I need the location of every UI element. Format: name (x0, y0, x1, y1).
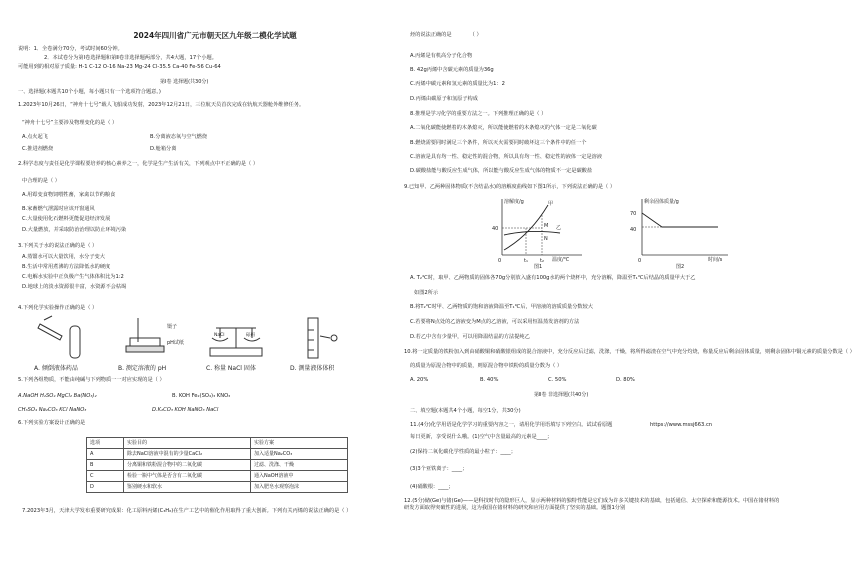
q9-opt-c: C.若要将N点处的乙溶液变为M点的乙溶液，可以采用恒温蒸发溶剂的方法 (410, 319, 580, 325)
balance-right-label: 砝码 (246, 333, 255, 338)
fig1-caption: 图1 (534, 264, 543, 270)
q8-text: 8.推理是学习化学的重要方法之一。下列推理正确的是（ ） (410, 111, 547, 117)
th-purpose: 实验目的 (124, 438, 251, 449)
fig2-xlabel: 时间/s (708, 257, 723, 263)
q1-opt-b: B.分离液态氧与空气燃烧 (150, 134, 208, 140)
q10-opt-a: A. 20% (410, 377, 429, 383)
q10-opt-d: D. 80% (616, 377, 635, 383)
q7-opt-b: B. 42g丙烯中含碳元素的质量为36g (410, 67, 494, 73)
fig-a-pouring (38, 316, 80, 358)
q7-opt-c: C.丙烯中碳元素和氢元素的质量比为1：2 (410, 81, 505, 87)
q3-opt-c: C.电解水实验中正负极产生气体体积比为1:2 (22, 274, 124, 280)
curve-yi (504, 231, 560, 235)
point-n-label: N (544, 236, 548, 242)
fig1-solubility-chart (490, 195, 590, 265)
q10-text: 10.将一定质量的铁粉加入到由硝酸铜和硝酸银组成的混合溶液中，充分反应后过滤，洗涤，干燥，将所得滤渣在空气中充分灼烧，称量反应后剩余固体质量，则剩余固体中铜元素的质量分数是（ ） (404, 349, 855, 355)
q8-opt-d: D.碳酸盐能与酸反应生成气体，所以能与酸反应生成气体的物质不一定是碳酸盐 (410, 168, 593, 174)
note-3: 可能用到的相对原子质量: H-1 C-12 O-16 Na-23 Mg-24 Cl-35.5 Ca-40 Fe-56 Cu-64 (18, 64, 221, 70)
q9-opt-a: A. T₂℃时，取甲、乙两物质的固体各70g分别放入盛有100g水的两个烧杯中，充分溶解，降温至T₁℃后结晶的质量甲大于乙 (410, 275, 696, 281)
fig2-ytick-70: 70 (630, 211, 637, 217)
q2-opt-b: B.家畜燃气泄露时应该开窗通风 (22, 206, 95, 212)
q10-opt-c: C. 50% (548, 377, 567, 383)
curve-label-yi: 乙 (556, 225, 562, 231)
table-row: A 除去NaCl溶液中混有的少量CaCl₂ 加入适量Na₂CO₃ (87, 449, 348, 460)
fig2-ytick-40: 40 (630, 227, 637, 233)
q1-text: 1.2023年10月26日，“神舟十七号”载人飞船成功发射，2023年12月21日，三位航天员首次完成在轨航天器舱外维修任务。 (18, 102, 305, 108)
q9-opt-d: D.若乙中含有少量甲，可以用降温结晶的方法提纯乙 (410, 334, 530, 340)
fig1-xtick-1: t₁ (524, 258, 528, 264)
fig2-line (642, 213, 718, 227)
balance-left-label: NaCl (214, 333, 225, 338)
q5-opt-c: CH₃SO₄ Na₂CO₃ KCl NaNO₃ (18, 407, 87, 413)
q9-opt-b: B.将T₂℃时甲、乙两物质的饱和溶液降温至T₁℃后，甲溶液的溶质质量分数较大 (410, 304, 593, 310)
q1-opt-c: C.推进剂燃烧 (22, 146, 54, 152)
point-m-label: M (544, 223, 549, 229)
q10-stem: 的质量为原混合物中的质量，则原混合物中铁粉的质量分数为（ ） (410, 363, 563, 369)
fig-b-ph (126, 318, 184, 352)
section-2-title: 第Ⅱ卷 非选择题(共40分) (534, 392, 589, 398)
q11-text: 11.(4分)化学用语是化学学习的重要内容之一，请用化学用语填写下列空白。试试看原题 (410, 422, 613, 428)
fig2-ylabel: 剩余固体质量/g (644, 199, 679, 205)
q7-text: 7.2023年3月，天津大学发布重要研究成果：化工原料丙烯(C₃H₆)在生产工艺中的催化作用取得了重大创新。下列有关丙烯的说法正确的是（ ） (22, 508, 352, 514)
table-row: D 鉴别硬水和软水 加入肥皂水观察泡沫 (87, 482, 348, 493)
q7-cont: 烃的说法正确的是 （ ） (410, 32, 482, 38)
q10-opt-b: B. 40% (480, 377, 499, 383)
q5-opt-b: B. KOH Fe₂(SO₄)₃ KNO₃ (172, 393, 231, 399)
fig2-caption: 图2 (676, 264, 685, 270)
q11-part3: (3)3个亚铁离子：____； (410, 466, 468, 472)
q4-lab-figures (30, 316, 360, 364)
q5-opt-a: A.NaOH H₂SO₄ MgCl₂ Ba(NO₃)₂ (18, 393, 97, 399)
q8-opt-c: C.溶液是具有均一性、稳定性的混合物，所以具有均一性、稳定性的液体一定是溶液 (410, 154, 603, 160)
th-option: 选项 (87, 438, 124, 449)
tweezers-label: 镊子 (167, 324, 178, 330)
q9-text: 9.已知甲、乙两种固体物质(不含结晶水)的溶解度曲线如下图1所示，下列说法正确的是（ ） (404, 184, 616, 190)
q6-text: 6.下列实验方案设计正确的是 (18, 420, 86, 426)
q8-opt-b: B.燃烧需要同时满足三个条件，所以灭火需要同时破坏这三个条件中的任一个 (410, 140, 587, 146)
curve-label-jia: 甲 (548, 201, 554, 207)
q11-part2: (2)保持二氧化碳化学性质的最小粒子：____； (410, 449, 516, 455)
q3-opt-b: B.生活中常用煮沸的方法降低水的硬度 (22, 264, 111, 270)
q4-cap-a: A. 倾倒液体药品 (34, 365, 78, 372)
q1-stem: “神舟十七号”主要涉及物理变化的是（ ） (22, 120, 118, 126)
q4-cap-c: C. 称量 NaCl 固体 (206, 365, 256, 372)
q4-cap-b: B. 测定溶液的 pH (118, 365, 167, 372)
page-title: 2024年四川省广元市朝天区九年级二模化学试题 (133, 31, 297, 40)
fig2-mass-time-chart (628, 195, 738, 265)
q2-stem: 中合理的是（ ） (22, 178, 60, 184)
section-1-title: 第Ⅰ卷 选择题(共30分) (160, 79, 209, 85)
note-1: 说明：1．全卷满分70分，考试时间60分钟。 (18, 46, 123, 52)
q11-url: https://www.mssj663.cn (650, 422, 713, 428)
fig1-xlabel: 温度/℃ (552, 257, 570, 263)
q9-opt-a2: 如图2所示 (414, 290, 439, 296)
q3-text: 3.下列关于水的说法正确的是（ ） (18, 243, 98, 249)
table-header (87, 438, 348, 449)
q12-text: 12.(5分)储(Ge)与锗(Ge)——是科技时代的隐形巨人，显示两种材料的独特性能是它们成为许多关键技术的基础，包括通信、太空探索和能源技术。中国在锗材料的研发方面取得突破性的进展，这为我国在锗材料的研究和应用方面提供了坚实的基础。题图1分别 (404, 498, 780, 511)
fig1-xtick-2: t₂ (540, 258, 544, 264)
q4-cap-d: D. 测量液体体积 (290, 365, 335, 372)
q5-opt-d: D.K₂CO₃ KOH NaNO₃ NaCl (152, 407, 219, 413)
q7-opt-d: D.丙烯由碳原子和氢原子构成 (410, 96, 478, 102)
table-row: C 检验一瓶中气体是否含有二氧化碳 通入NaOH溶液中 (87, 471, 348, 482)
fig-c-balance (210, 328, 262, 356)
q2-text: 2.科学态度与责任是化学课程要培养的核心素养之一，化学是生产生活有关，下列观点中不正确的是（ ） (18, 161, 259, 167)
q11-part4: (4)硝酸根：____； (410, 484, 454, 490)
q3-opt-a: A.蒸馏水可以大量饮用，水分子变大 (22, 254, 105, 260)
fig2-xtick-0: 0 (638, 258, 642, 264)
q5-text: 5.下列各组物质，不能由纯碱与下列物质一一对应实现的是（ ） (18, 377, 165, 383)
table-row: B 分离铜和铁粉混合物中的二氧化碳 过滤、洗涤、干燥 (87, 460, 348, 471)
q4-text: 4.下列化学实验操作正确的是（ ） (18, 305, 98, 311)
q6-table (86, 437, 348, 493)
q11-tail: 每日更新，享受说什么哦。(1)空气中含量最高的元素是____； (410, 434, 553, 440)
q8-opt-a: A.二氧化碳能使燃着的木条熄灭，所以能使燃着的木条熄灭的气体一定是二氧化碳 (410, 125, 597, 131)
q1-opt-d: D.舱箱分离 (150, 146, 177, 152)
q3-opt-d: D.地球上的淡水资源很丰富，水资源不会枯竭 (22, 284, 127, 290)
fig1-ylabel: 溶解度/g (504, 199, 524, 205)
note-2: 2．本试卷分为第Ⅰ卷选择题和第Ⅱ卷非选择题两部分，共4大题，17个小题。 (44, 55, 217, 61)
section-2-intro: 二、填空题(本题共4个小题，每空1分，共30分) (410, 408, 521, 414)
section-1-intro: 一、选择题(本题共10个小题，每小题只有一个选项符合题意。) (18, 89, 161, 95)
fig1-ytick: 40 (492, 226, 499, 232)
q7-opt-a: A.丙烯是有机高分子化合物 (410, 53, 473, 59)
q2-opt-d: D.大量燃放，并采取防治治理以防止环境污染 (22, 227, 127, 233)
q1-opt-a: A.点火起飞 (22, 134, 48, 140)
q2-opt-c: C.大量使用化石燃料更能促进经济发展 (22, 216, 111, 222)
th-plan: 实验方案 (251, 438, 348, 449)
ph-paper-label: pH试纸 (167, 340, 184, 346)
fig1-xtick-0: 0 (498, 258, 502, 264)
fig-d-cylinder (308, 318, 337, 358)
q2-opt-a: A.用霉变食物饲喂牲畜，家禽以节约粮食 (22, 192, 116, 198)
